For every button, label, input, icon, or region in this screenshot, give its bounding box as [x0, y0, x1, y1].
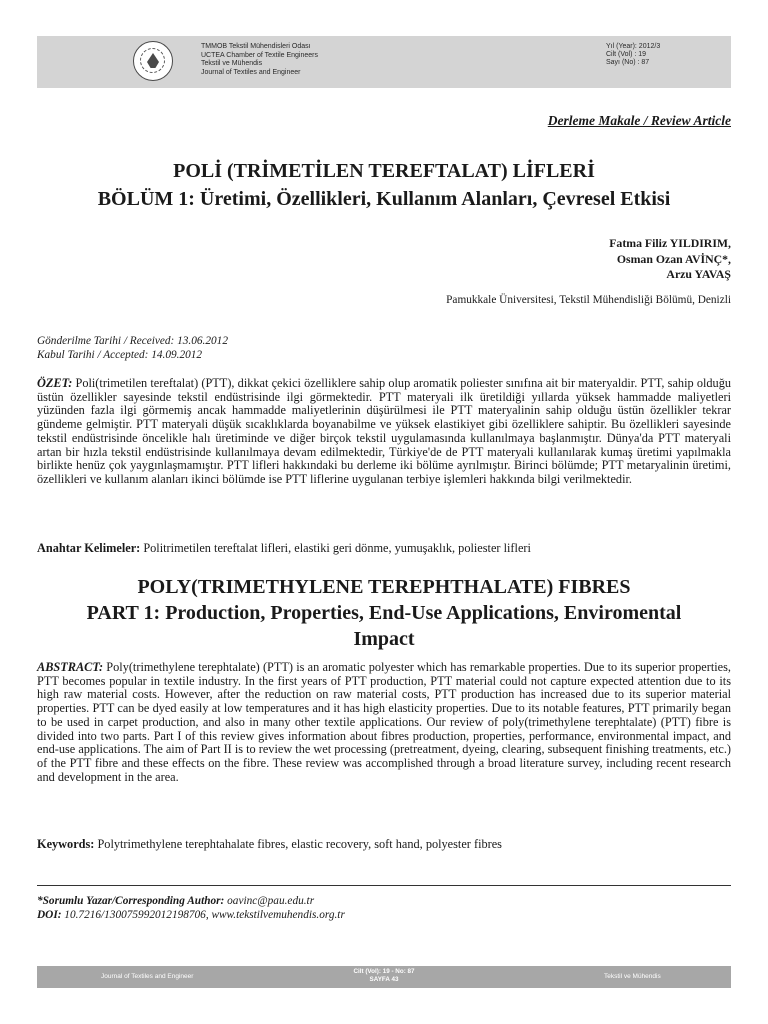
article-type: Derleme Makale / Review Article: [547, 113, 731, 128]
corresponding-author: [37, 894, 345, 908]
title-turkish: [37, 157, 731, 213]
abstract-english-text: Poly(trimethylene terephtalate) (PTT) is an aromatic polyester which has remarkable properties. Due to its superior properties, PTT becomes popular in textile industry. In the first years of PTT production, PTT material could not capture expected attention due to its high raw material costs. However, after the reduction on raw material costs, PTT production has increased due to its superior material properties. PTT can be dyed easily at low temperatures and it has high elasticity properties. Due to its notable features, PTT primarily began to be used in carpet production, and also in many other textile applications. Our review of poly(trimethylene terephtalate) (PTT) fibre is divided into two parts. Part I of this review gives information about fibres production, properties, performance, environmental impact, and end-use applications. The aim of Part II is to review the wet processing (pretreatment, dyeing, clearing, subsequent finishing treatments, etc.) of the PTT fibre and these effects on the fibre. These review was accomplished through a broad literature survey, including recent research and development in the area.: [37, 660, 731, 784]
abstract-english: [37, 661, 731, 784]
abstract-turkish-text: Poli(trimetilen tereftalat) (PTT), dikkat çekici özelliklere sahip olup aromatik poliester sınıfına ait bir materyaldir. PTT, sahip olduğu üstün özellikler sayesinde tekstil endüstrisinde ilgi görmektedir. PTT materyali ilk üretildiği yıllarda yüksek hammadde maliyetleri yüzünden fazla ilgi görmemiş ancak hammadde maliyetlerinin düşürülmesi ile PTT materyalinin sahip olduğu üstün özellikler tekrar gündeme gelmiştir. PTT materyali düşük sıcaklıklarda boyanabilme ve yüksek elastikiyet gibi özelliklere sahiptir. Bu özellikleri sayesinde tekstil endüstrisinde öncelikle halı üretiminde ve diğer birçok tekstil uygulamasında kullanılmaya başlanmıştır. Dünya'da PTT materyali artan bir hızla tekstil endüstrisinde kullanılmaya devam edilmektedir, Türkiye'de de PTT materyali kullanılarak kumaş üretimi yapılmakla birlikte henüz çok yaygınlaşmamıştır. PTT lifleri hakkındaki bu derleme iki bölüme ayrılmıştır. Birinci bölümde; PTT metaryalinin üretimi, özellikleri ve kullanım alanları ikinci bölümde ise PTT liflerine uygulanan terbiye işlemleri hakkında bilgi verilmektedir.: [37, 376, 731, 486]
author-name: Fatma Filiz YILDIRIM,: [609, 236, 731, 250]
footer-page-number: SAYFA 43: [369, 976, 399, 983]
footer-journal-name: Journal of Textiles and Engineer: [101, 973, 194, 980]
keywords-turkish: [37, 542, 731, 556]
title-turkish-line2: BÖLÜM 1: Üretimi, Özellikleri, Kullanım Alanları, Çevresel Etkisi: [97, 188, 671, 210]
header-year: Yıl (Year): 2012/3: [606, 43, 661, 50]
keywords-english: [37, 838, 731, 852]
correspondence-block: [37, 894, 345, 922]
journal-header-band: [37, 36, 731, 88]
title-english-line1: POLY(TRIMETHYLENE TEREPHTHALATE) FIBRES: [137, 576, 631, 598]
header-number: Sayı (No) : 87: [606, 59, 650, 66]
header-org-line: Journal of Textiles and Engineer: [201, 68, 301, 76]
author-name: Arzu YAVAŞ: [666, 267, 731, 281]
header-org-line: TMMOB Tekstil Mühendisleri Odası: [201, 43, 311, 50]
footer-journal-name-tr: Tekstil ve Mühendis: [604, 973, 661, 980]
keywords-english-label: Keywords:: [37, 837, 95, 851]
received-date: Gönderilme Tarihi / Received: 13.06.2012: [37, 335, 228, 347]
author-affiliation: Pamukkale Üniversitesi, Tekstil Mühendisliği Bölümü, Denizli: [446, 294, 731, 306]
title-english-line2: PART 1: Production, Properties, End-Use Applications, Enviromental: [86, 602, 682, 624]
header-org-line: Tekstil ve Mühendis: [201, 60, 263, 68]
doi-value: 10.7216/130075992012198706, www.tekstilvemuhendis.org.tr: [61, 909, 345, 921]
footnote-divider: [37, 885, 731, 886]
corresponding-author-email: oavinc@pau.edu.tr: [224, 895, 315, 907]
abstract-turkish-label: ÖZET:: [37, 376, 73, 390]
header-issue-info: [606, 43, 660, 67]
title-english: [37, 574, 731, 652]
title-turkish-line1: POLİ (TRİMETİLEN TEREFTALAT) LİFLERİ: [173, 160, 595, 182]
keywords-english-text: Polytrimethylene terephtahalate fibres, elastic recovery, soft hand, polyester fibres: [94, 837, 502, 851]
header-organization: [201, 43, 318, 77]
abstract-english-label: ABSTRACT:: [37, 660, 104, 674]
author-list: [609, 236, 731, 283]
doi-label: DOI:: [37, 909, 62, 921]
footer-page-info: [337, 968, 431, 984]
author-name: Osman Ozan AVİNÇ*,: [616, 251, 731, 266]
chamber-seal-logo: [133, 41, 173, 81]
footer-volume: Cilt (Vol): 19 - No: 87: [353, 968, 415, 975]
corresponding-author-label: *Sorumlu Yazar/Corresponding Author:: [37, 895, 225, 907]
keywords-turkish-label: Anahtar Kelimeler:: [37, 541, 141, 555]
keywords-turkish-text: Politrimetilen tereftalat lifleri, elastiki geri dönme, yumuşaklık, poliester lifleri: [140, 541, 531, 555]
journal-footer-band: [37, 966, 731, 988]
header-org-line: UCTEA Chamber of Textile Engineers: [201, 51, 318, 59]
doi-line: [37, 908, 345, 922]
title-english-line3: Impact: [353, 628, 415, 650]
abstract-turkish: [37, 377, 731, 487]
header-volume: Cilt (Vol) : 19: [606, 51, 647, 58]
submission-dates: [37, 335, 228, 362]
accepted-date: Kabul Tarihi / Accepted: 14.09.2012: [37, 348, 203, 361]
